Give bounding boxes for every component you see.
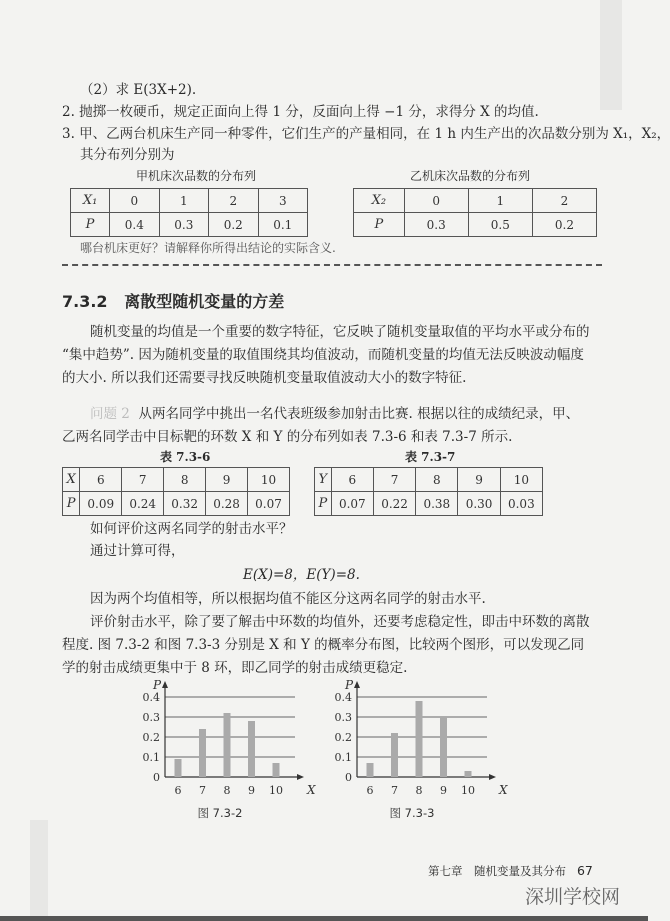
cell: 0.28 [206,492,248,516]
problem-line [90,406,579,423]
x-tick-label: 8 [223,784,231,797]
cell: 0.32 [164,492,206,516]
cell: 10 [248,468,290,492]
x-axis-label: X [499,783,508,797]
cell: 0.2 [209,213,258,237]
table-row [63,468,290,492]
y-tick-label: 0.4 [142,691,160,704]
cell: 0 [404,189,468,213]
bottom-edge [0,916,648,921]
cell: 0.3 [404,213,468,237]
watermark: 深圳学校网 [525,886,621,908]
table-row [354,213,597,237]
paragraph-line: 因为两个均值相等，所以根据均值不能区分这两名同学的射击水平. [90,591,486,607]
bar-8 [416,701,423,777]
figure-caption: 图 7.3-2 [197,806,243,820]
bar-7 [391,733,398,777]
cell: 0.07 [248,492,290,516]
cell: 2 [209,189,258,213]
x-axis-arrow-icon [297,774,304,780]
y-axis-label: P [345,678,354,692]
table-row [354,189,597,213]
divider [62,264,602,266]
bar-6 [175,759,182,777]
x-axis-arrow-icon [489,774,496,780]
cell: 0.38 [416,492,458,516]
paragraph-line: “集中趋势”. 因为随机变量的取值围绕其均值波动，而随机变量的均值无法反映波动幅度 [62,347,584,363]
paragraph-line: 程度. 图 7.3-2 和图 7.3-3 分别是 X 和 Y 的概率分布图，比较两个图形，可以发现乙同 [62,637,585,653]
table-row [315,492,543,516]
table-row [71,189,308,213]
cell: X₂ [354,189,405,213]
y-tick-label: 0.4 [334,691,352,704]
x-tick-label: 7 [391,784,398,797]
exercise-3: 3. 甲、乙两台机床生产同一种零件，它们生产的产量相同，在 1 h 内生产出的次品数分别为 X₁，X₂， [62,126,670,142]
cell: 3 [258,189,307,213]
bar-8 [224,713,231,777]
cell: 7 [122,468,164,492]
table-row [71,213,308,237]
cell: 7 [373,468,415,492]
cell: 1 [468,189,532,213]
cell: 9 [458,468,500,492]
bar-9 [440,717,447,777]
x-tick-label: 10 [461,784,475,797]
cell: 0.09 [80,492,122,516]
cell: 9 [206,468,248,492]
cell: 10 [500,468,542,492]
x-tick-label: 8 [415,784,423,797]
paragraph-line: 的大小. 所以我们还需要寻找反映随机变量取值波动大小的数字特征. [62,370,467,386]
x-tick-label: 9 [248,784,255,797]
page-number: 67 [576,863,593,878]
y-tick-label: 0.2 [334,731,352,744]
calc-line: 通过计算可得， [90,543,185,559]
problem-text: 从两名同学中挑出一名代表班级参加射击比赛. 根据以往的成绩纪录，甲、 [138,406,580,422]
cell: 0.3 [159,213,208,237]
cell: 0.5 [468,213,532,237]
cell: P [63,492,80,516]
x-tick-label: 10 [269,784,283,797]
cell: Y [315,468,332,492]
cell: 8 [416,468,458,492]
paragraph-line: 随机变量的均值是一个重要的数字特征，它反映了随机变量取值的平均水平或分布的 [90,324,590,340]
footer-chapter [428,862,593,880]
table-row [315,468,543,492]
bar-9 [248,721,255,777]
section-title: 离散型随机变量的方差 [124,292,285,311]
y-axis-arrow-icon [162,681,168,688]
x-tick-label: 6 [366,784,374,797]
question-line: 如何评价这两名同学的射击水平？ [90,521,293,537]
cell: 0.07 [331,492,373,516]
table-a [70,188,308,237]
exercise-2: 2. 抛掷一枚硬币，规定正面向上得 1 分，反面向上得 −1 分，求得分 X 的均值. [62,104,539,120]
bar-10 [465,771,472,777]
table-b-caption: 乙机床次品数的分布列 [410,169,531,183]
problem-line: 乙两名同学击中目标靶的环数 X 和 Y 的分布列如表 7.3-6 和表 7.3-7 所示. [62,429,513,445]
cell: 0.2 [532,213,596,237]
cell: 0.4 [110,213,159,237]
cell: 1 [159,189,208,213]
cell: P [354,213,405,237]
cell: 6 [80,468,122,492]
cell: P [315,492,332,516]
y-axis-arrow-icon [354,681,360,688]
table-row [63,492,290,516]
cell: 2 [532,189,596,213]
x-tick-label: 7 [199,784,206,797]
cell: 8 [164,468,206,492]
figure-caption: 图 7.3-3 [389,806,435,820]
cell: 6 [331,468,373,492]
cell: 0 [110,189,159,213]
x-tick-label: 9 [440,784,447,797]
table-y [314,467,543,516]
cell: 0.1 [258,213,307,237]
exercise-3-cont: 其分布列分别为 [80,147,175,163]
bar-7 [199,729,206,777]
y-tick-label: 0 [153,771,160,784]
exercise-3-question: 哪台机床更好？请解释你所得出结论的实际含义. [80,241,336,255]
y-tick-label: 0.1 [142,751,160,764]
x-tick-label: 6 [174,784,182,797]
y-tick-label: 0.1 [334,751,352,764]
cell: X [63,468,80,492]
section-number: 7.3.2 [62,292,108,311]
cell: 0.24 [122,492,164,516]
chapter-title: 第七章 随机变量及其分布 [428,864,566,878]
cell: 0.30 [458,492,500,516]
table-x [62,467,290,516]
section-heading [62,292,284,312]
paragraph-line: 评价射击水平，除了要了解击中环数的均值外，还要考虑稳定性，即击中环数的离散 [90,614,590,630]
cell: 0.03 [500,492,542,516]
exercise-2-sub: （2）求 E(3X+2). [80,82,197,98]
bar-10 [273,763,280,777]
table-a-caption: 甲机床次品数的分布列 [136,169,257,183]
table-x-caption: 表 7.3-6 [160,450,211,464]
table-y-caption: 表 7.3-7 [405,450,456,464]
formula: E(X)=8，E(Y)=8. [243,567,360,583]
problem-label: 问题 2 [90,406,130,422]
x-axis-label: X [307,783,316,797]
y-tick-label: 0.3 [334,711,352,724]
chart-fig-7-3-2 [140,678,316,822]
y-tick-label: 0 [345,771,352,784]
paragraph-line: 学的射击成绩更集中于 8 环，即乙同学的射击成绩更稳定. [62,660,408,676]
y-axis-label: P [153,678,162,692]
cell: P [71,213,110,237]
chart-fig-7-3-3 [332,678,508,822]
table-b [353,188,597,237]
y-tick-label: 0.3 [142,711,160,724]
cell: 0.22 [373,492,415,516]
cell: X₁ [71,189,110,213]
y-tick-label: 0.2 [142,731,160,744]
bar-6 [367,763,374,777]
